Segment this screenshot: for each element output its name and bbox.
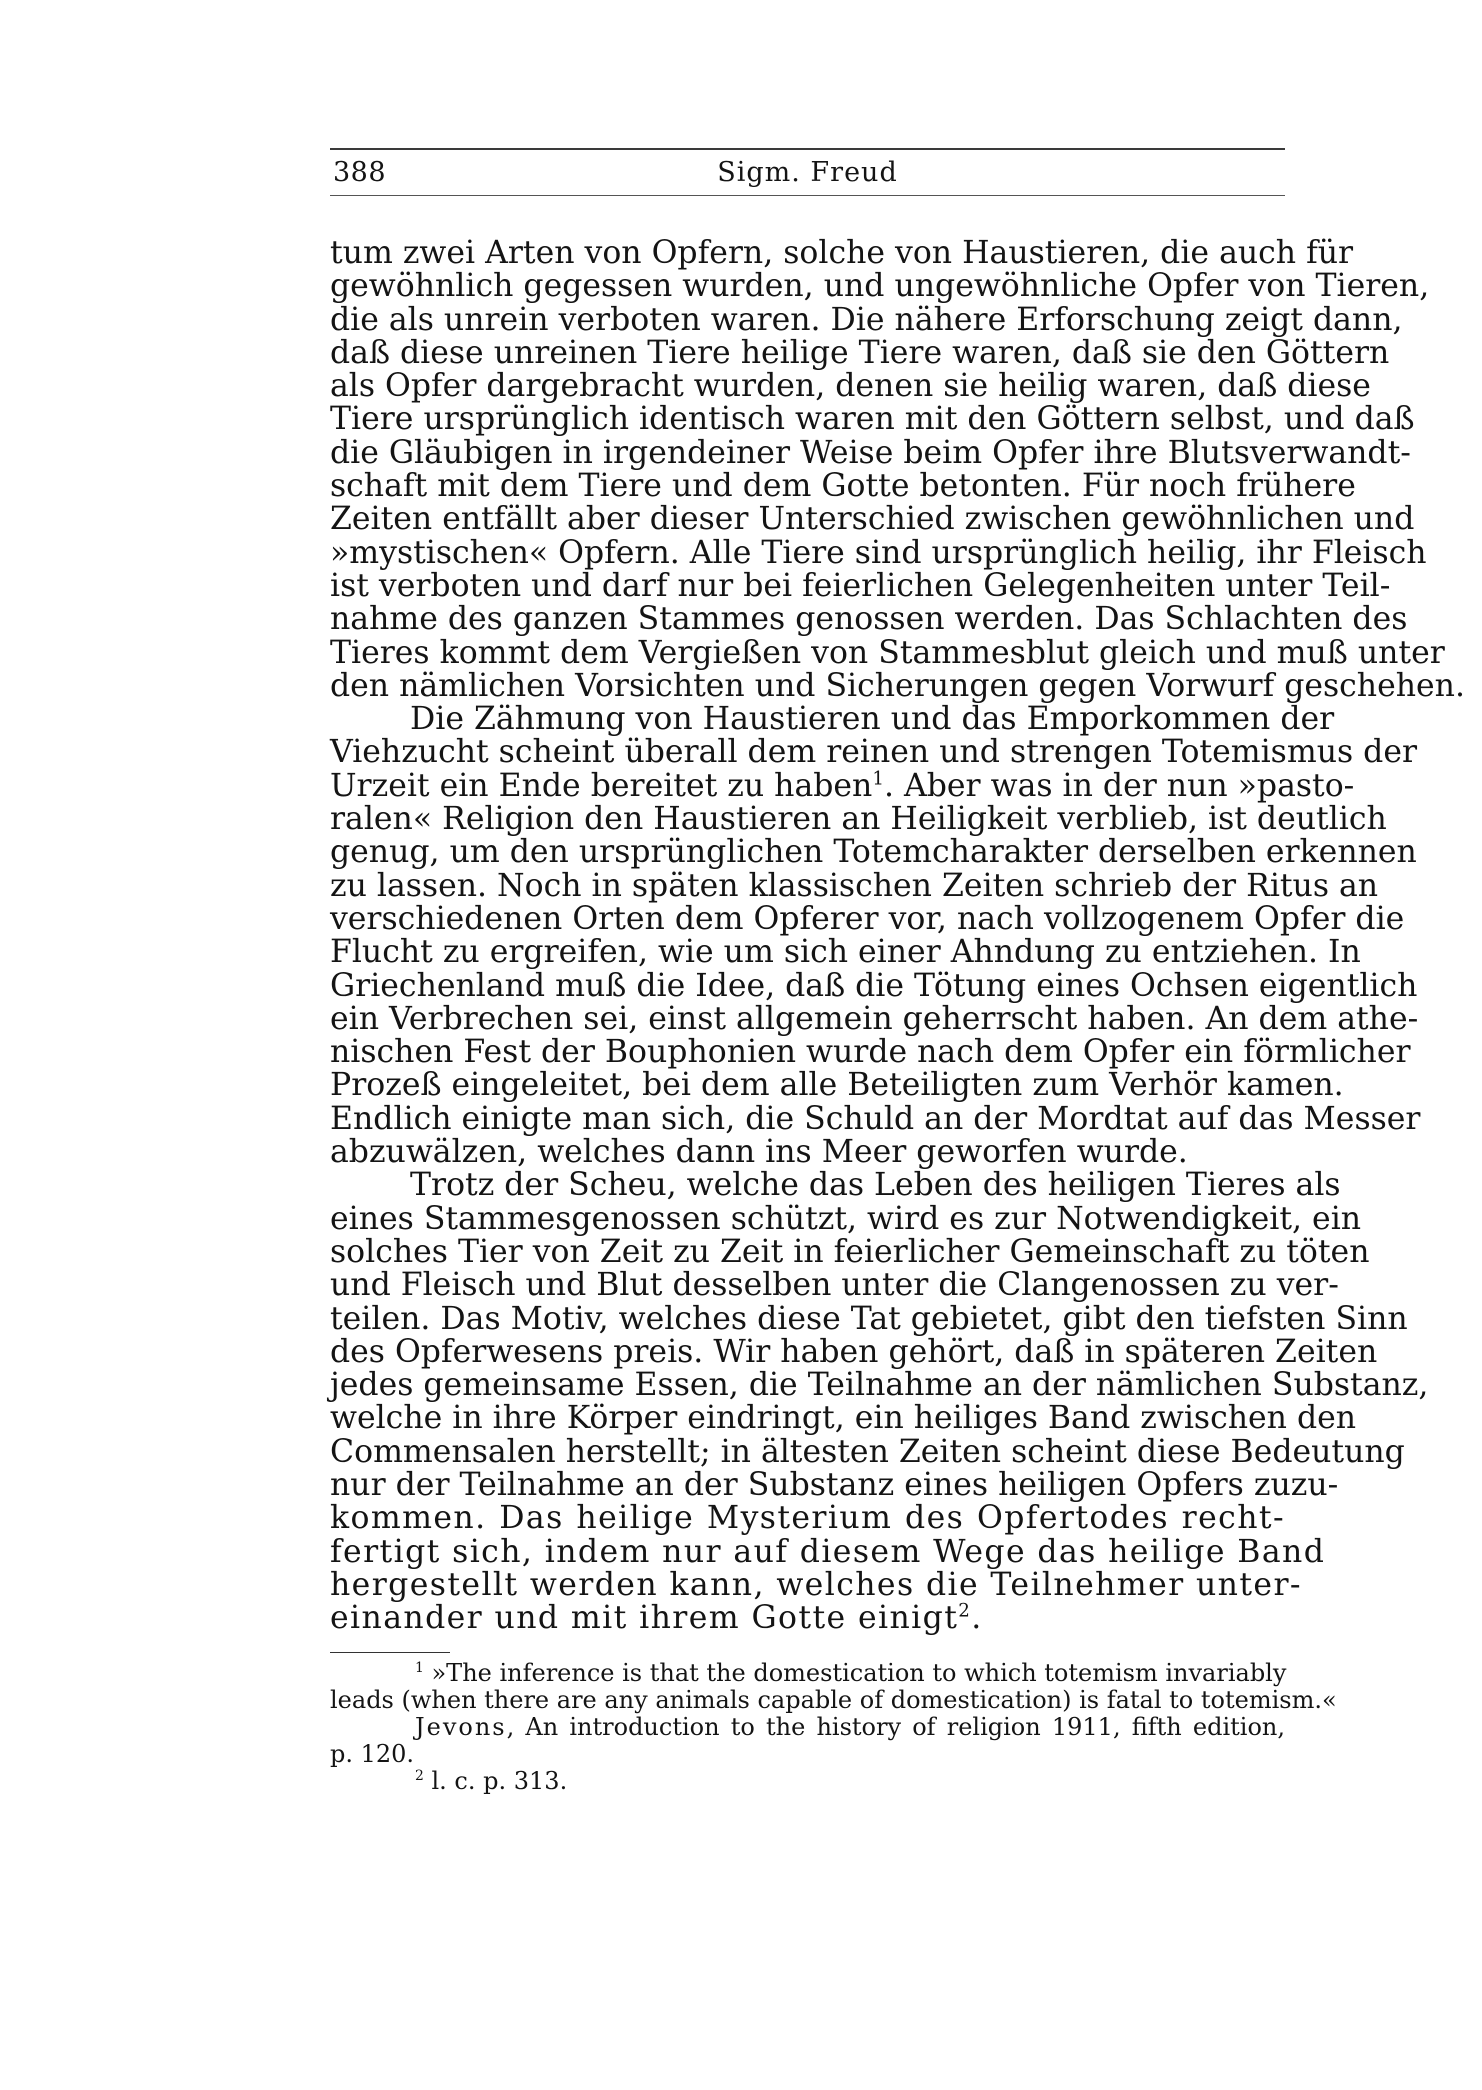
paragraph-start-line: Trotz der Scheu, welche das Leben des heiligen Tieres als xyxy=(410,1167,1341,1204)
footnote-text: , An introduction to the history of religion 1911, fifth edition, xyxy=(506,1713,1285,1741)
spaced-text-line-with-footnote xyxy=(330,1602,1285,1635)
text-line: Endlich einigte man sich, die Schuld an der Mordtat auf das Messer xyxy=(330,1100,1421,1137)
text-fragment: . Aber was in der nun »pasto- xyxy=(883,767,1355,804)
footnote-2-line xyxy=(330,1768,1285,1795)
footnotes-block xyxy=(330,1659,1337,1795)
header-top-rule xyxy=(330,148,1285,150)
text-line: Griechenland muß die Idee, daß die Tötung eines Ochsen eigentlich xyxy=(330,967,1418,1004)
text-line: nur der Teilnahme an der Substanz eines heiligen Opfers zuzu- xyxy=(330,1466,1339,1503)
footnote-reference-2[interactable]: 2 xyxy=(958,1600,972,1622)
text-line: ein Verbrechen sei, einst allgemein geherrscht haben. An dem athe- xyxy=(330,1000,1419,1037)
footnote-marker-1: 1 xyxy=(415,1660,424,1676)
text-line: Commensalen herstellt; in ältesten Zeiten scheint diese Bedeutung xyxy=(330,1433,1405,1470)
text-line: die Gläubigen in irgendeiner Weise beim Opfer ihre Blutsverwandt- xyxy=(330,434,1411,471)
text-line: ralen« Religion den Haustieren an Heiligkeit verblieb, ist deutlich xyxy=(330,801,1387,838)
footnote-author: Jevons xyxy=(415,1713,507,1741)
text-line: verschiedenen Orten dem Opferer vor, nach vollzogenem Opfer die xyxy=(330,900,1405,937)
text-line: daß diese unreinen Tiere heilige Tiere waren, daß sie den Göttern xyxy=(330,334,1390,371)
text-line: des Opferwesens preis. Wir haben gehört, daß in späteren Zeiten xyxy=(330,1333,1378,1370)
text-line: nahme des ganzen Stammes genossen werden. Das Schlachten des xyxy=(330,601,1408,638)
text-line: nischen Fest der Bouphonien wurde nach dem Opfer ein förmlicher xyxy=(330,1034,1411,1071)
text-fragment: einander und mit ihrem Gotte einigt xyxy=(330,1600,959,1637)
footnote-marker-2: 2 xyxy=(415,1768,424,1784)
text-line: gewöhnlich gegessen wurden, und ungewöhnliche Opfer von Tieren, xyxy=(330,268,1430,305)
text-line: Tieres kommt dem Vergießen von Stammesblut gleich und muß unter xyxy=(330,634,1445,671)
footnote-1-line xyxy=(330,1714,1285,1741)
text-line: genug, um den ursprünglichen Totemcharakter derselben erkennen xyxy=(330,834,1417,871)
text-line: teilen. Das Motiv, welches diese Tat gebietet, gibt den tiefsten Sinn xyxy=(330,1300,1408,1337)
footnote-text: l. c. p. 313. xyxy=(431,1767,568,1795)
text-line: Prozeß eingeleitet, bei dem alle Beteiligten zum Verhör kamen. xyxy=(330,1067,1344,1104)
text-line: zu lassen. Noch in späten klassischen Zeiten schrieb der Ritus an xyxy=(330,867,1379,904)
footnote-separator-rule xyxy=(330,1652,450,1653)
text-line: als Opfer dargebracht wurden, denen sie heilig waren, daß diese xyxy=(330,368,1371,405)
footnote-1-line xyxy=(330,1660,1285,1687)
footnote-text: »The inference is that the domestication to which totemism invariably xyxy=(431,1659,1287,1687)
header-bottom-rule xyxy=(330,195,1285,196)
text-line: eines Stammesgenossen schützt, wird es zur Notwendigkeit, ein xyxy=(330,1200,1362,1237)
text-line: Zeiten entfällt aber dieser Unterschied zwischen gewöhnlichen und xyxy=(330,501,1415,538)
text-fragment: . xyxy=(971,1600,983,1637)
page-number: 388 xyxy=(333,157,387,188)
footnote-1-line: leads (when there are any animals capable of domestication) is fatal to totemism.« xyxy=(330,1686,1337,1714)
text-line: ist verboten und darf nur bei feierlichen Gelegenheiten unter Teil- xyxy=(330,567,1391,604)
text-line: abzuwälzen, welches dann ins Meer geworfen wurde. xyxy=(330,1134,1188,1171)
text-line-with-footnote xyxy=(330,767,1355,804)
spaced-text-line: hergestellt werden kann, welches die Teilnehmer unter- xyxy=(330,1566,1302,1603)
text-line: solches Tier von Zeit zu Zeit in feierlicher Gemeinschaft zu töten xyxy=(330,1233,1370,1270)
text-line: Viehzucht scheint überall dem reinen und strengen Totemismus der xyxy=(330,734,1418,771)
text-line: tum zwei Arten von Opfern, solche von Haustieren, die auch für xyxy=(330,235,1354,271)
text-line: und Fleisch und Blut desselben unter die Clangenossen zu ver- xyxy=(330,1267,1339,1304)
text-line: Tiere ursprünglich identisch waren mit den Göttern selbst, und daß xyxy=(330,401,1415,438)
text-line: »mystischen« Opfern. Alle Tiere sind ursprünglich heilig, ihr Fleisch xyxy=(330,534,1427,571)
running-head-title: Sigm. Freud xyxy=(717,157,898,188)
text-line: schaft mit dem Tiere und dem Gotte betonten. Für noch frühere xyxy=(330,468,1356,505)
spaced-text-line: fertigt sich, indem nur auf diesem Wege das heilige Band xyxy=(330,1533,1326,1570)
text-line: die als unrein verboten waren. Die nähere Erforschung zeigt dann, xyxy=(330,301,1403,338)
text-line: welche in ihre Körper eindringt, ein heiliges Band zwischen den xyxy=(330,1400,1357,1437)
text-line: jedes gemeinsame Essen, die Teilnahme an der nämlichen Substanz, xyxy=(330,1367,1429,1404)
text-fragment: Urzeit ein Ende bereitet zu haben xyxy=(330,767,873,804)
footnote-1-line: p. 120. xyxy=(330,1740,415,1768)
main-text-block xyxy=(330,235,1465,1637)
text-line: Flucht zu ergreifen, wie um sich einer Ahndung zu entziehen. In xyxy=(330,934,1361,971)
paragraph-start-line: Die Zähmung von Haustieren und das Emporkommen der xyxy=(410,701,1335,738)
footnote-reference-1[interactable]: 1 xyxy=(872,768,884,790)
spaced-text-line: kommen. Das heilige Mysterium des Opfertodes recht- xyxy=(330,1500,1285,1537)
text-line: den nämlichen Vorsichten und Sicherungen gegen Vorwurf geschehen. xyxy=(330,667,1465,704)
